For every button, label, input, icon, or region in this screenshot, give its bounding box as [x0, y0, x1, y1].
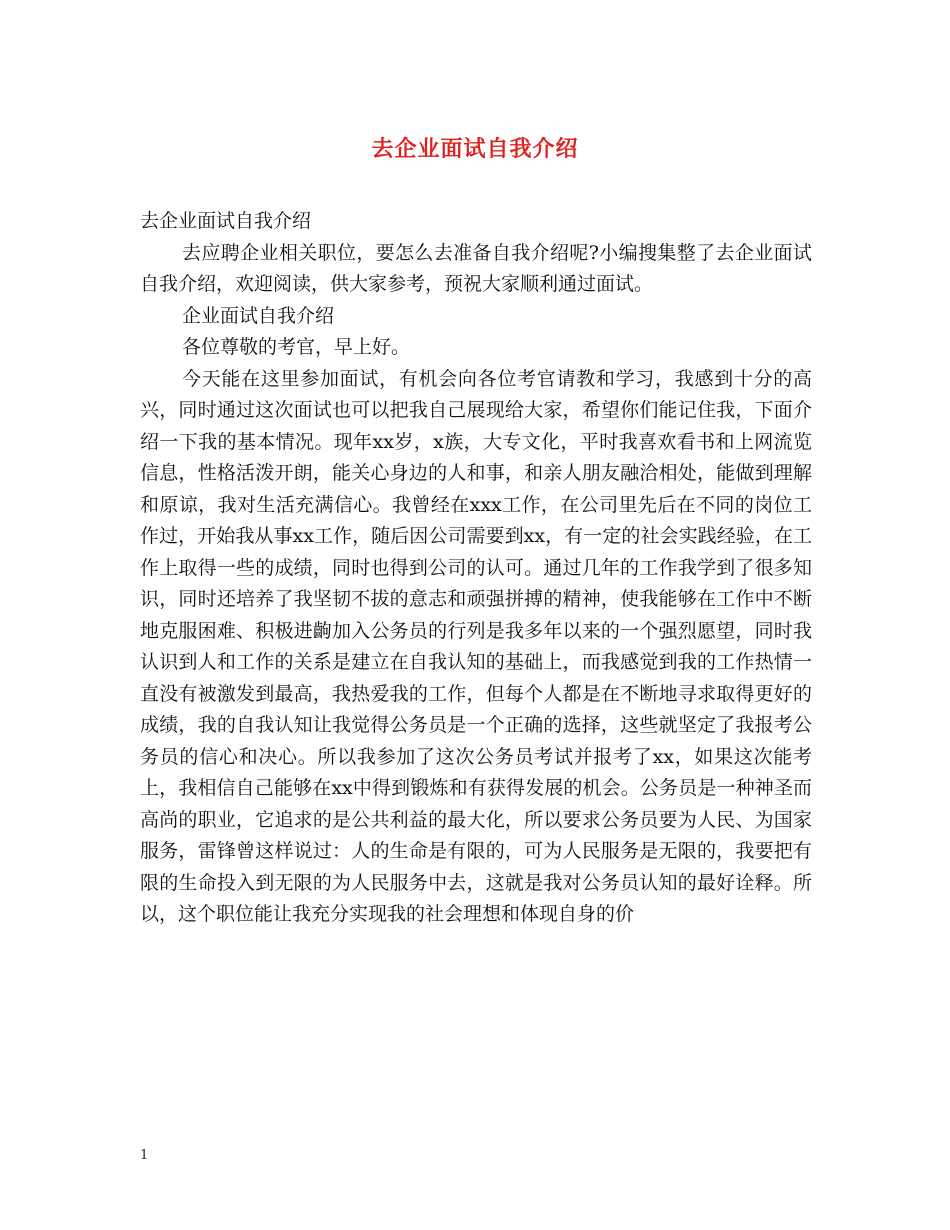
- page-number: 1: [140, 1148, 149, 1163]
- main-paragraph: 今天能在这里参加面试，有机会向各位考官请教和学习，我感到十分的高兴，同时通过这次面试也可以把我自己展现给大家，希望你们能记住我，下面介绍一下我的基本情况。现年xx岁，x族，大专文化，平时我喜欢看书和上网流览信息，性格活泼开朗，能关心身边的人和事，和亲人朋友融洽相处，能做到理解和原谅，我对生活充满信心。我曾经在xxx工作，在公司里先后在不同的岗位工作过，开始我从事xx工作，随后因公司需要到xx，有一定的社会实践经验，在工作上取得一些的成绩，同时也得到公司的认可。通过几年的工作我学到了很多知识，同时还培养了我坚韧不拔的意志和顽强拼搏的精神，使我能够在工作中不断地克服困难、积极进齣加入公务员的行列是我多年以来的一个强烈愿望，同时我认识到人和工作的关系是建立在自我认知的基础上，而我感觉到我的工作热情一直没有被激发到最高，我热爱我的工作，但每个人都是在不断地寻求取得更好的成绩，我的自我认知让我觉得公务员是一个正确的选择，这些就坚定了我报考公务员的信心和决心。所以我参加了这次公务员考试并报考了xx，如果这次能考上，我相信自己能够在xx中得到锻炼和有获得发展的机会。公务员是一种神圣而高尚的职业，它追求的是公共利益的最大化，所以要求公务员要为人民、为国家服务，雷锋曾这样说过：人的生命是有限的，可为人民服务是无限的，我要把有限的生命投入到无限的为人民服务中去，这就是我对公务员认知的最好诠释。所以，这个职位能让我充分实现我的社会理想和体现自身的价: [140, 367, 812, 925]
- subtitle-paragraph: 去企业面试自我介绍: [140, 210, 312, 232]
- section-heading: 企业面试自我介绍: [182, 304, 335, 327]
- intro-paragraph: 去应聘企业相关职位，要怎么去准备自我介绍呢?小编搜集整了去企业面试自我介绍，欢迎阅读，供大家参考，预祝大家顺利通过面试。: [140, 241, 812, 295]
- document-title: 去企业面试自我介绍: [371, 136, 579, 162]
- greeting-paragraph: 各位尊敬的考官，早上好。: [182, 336, 411, 358]
- document-body: [140, 206, 812, 931]
